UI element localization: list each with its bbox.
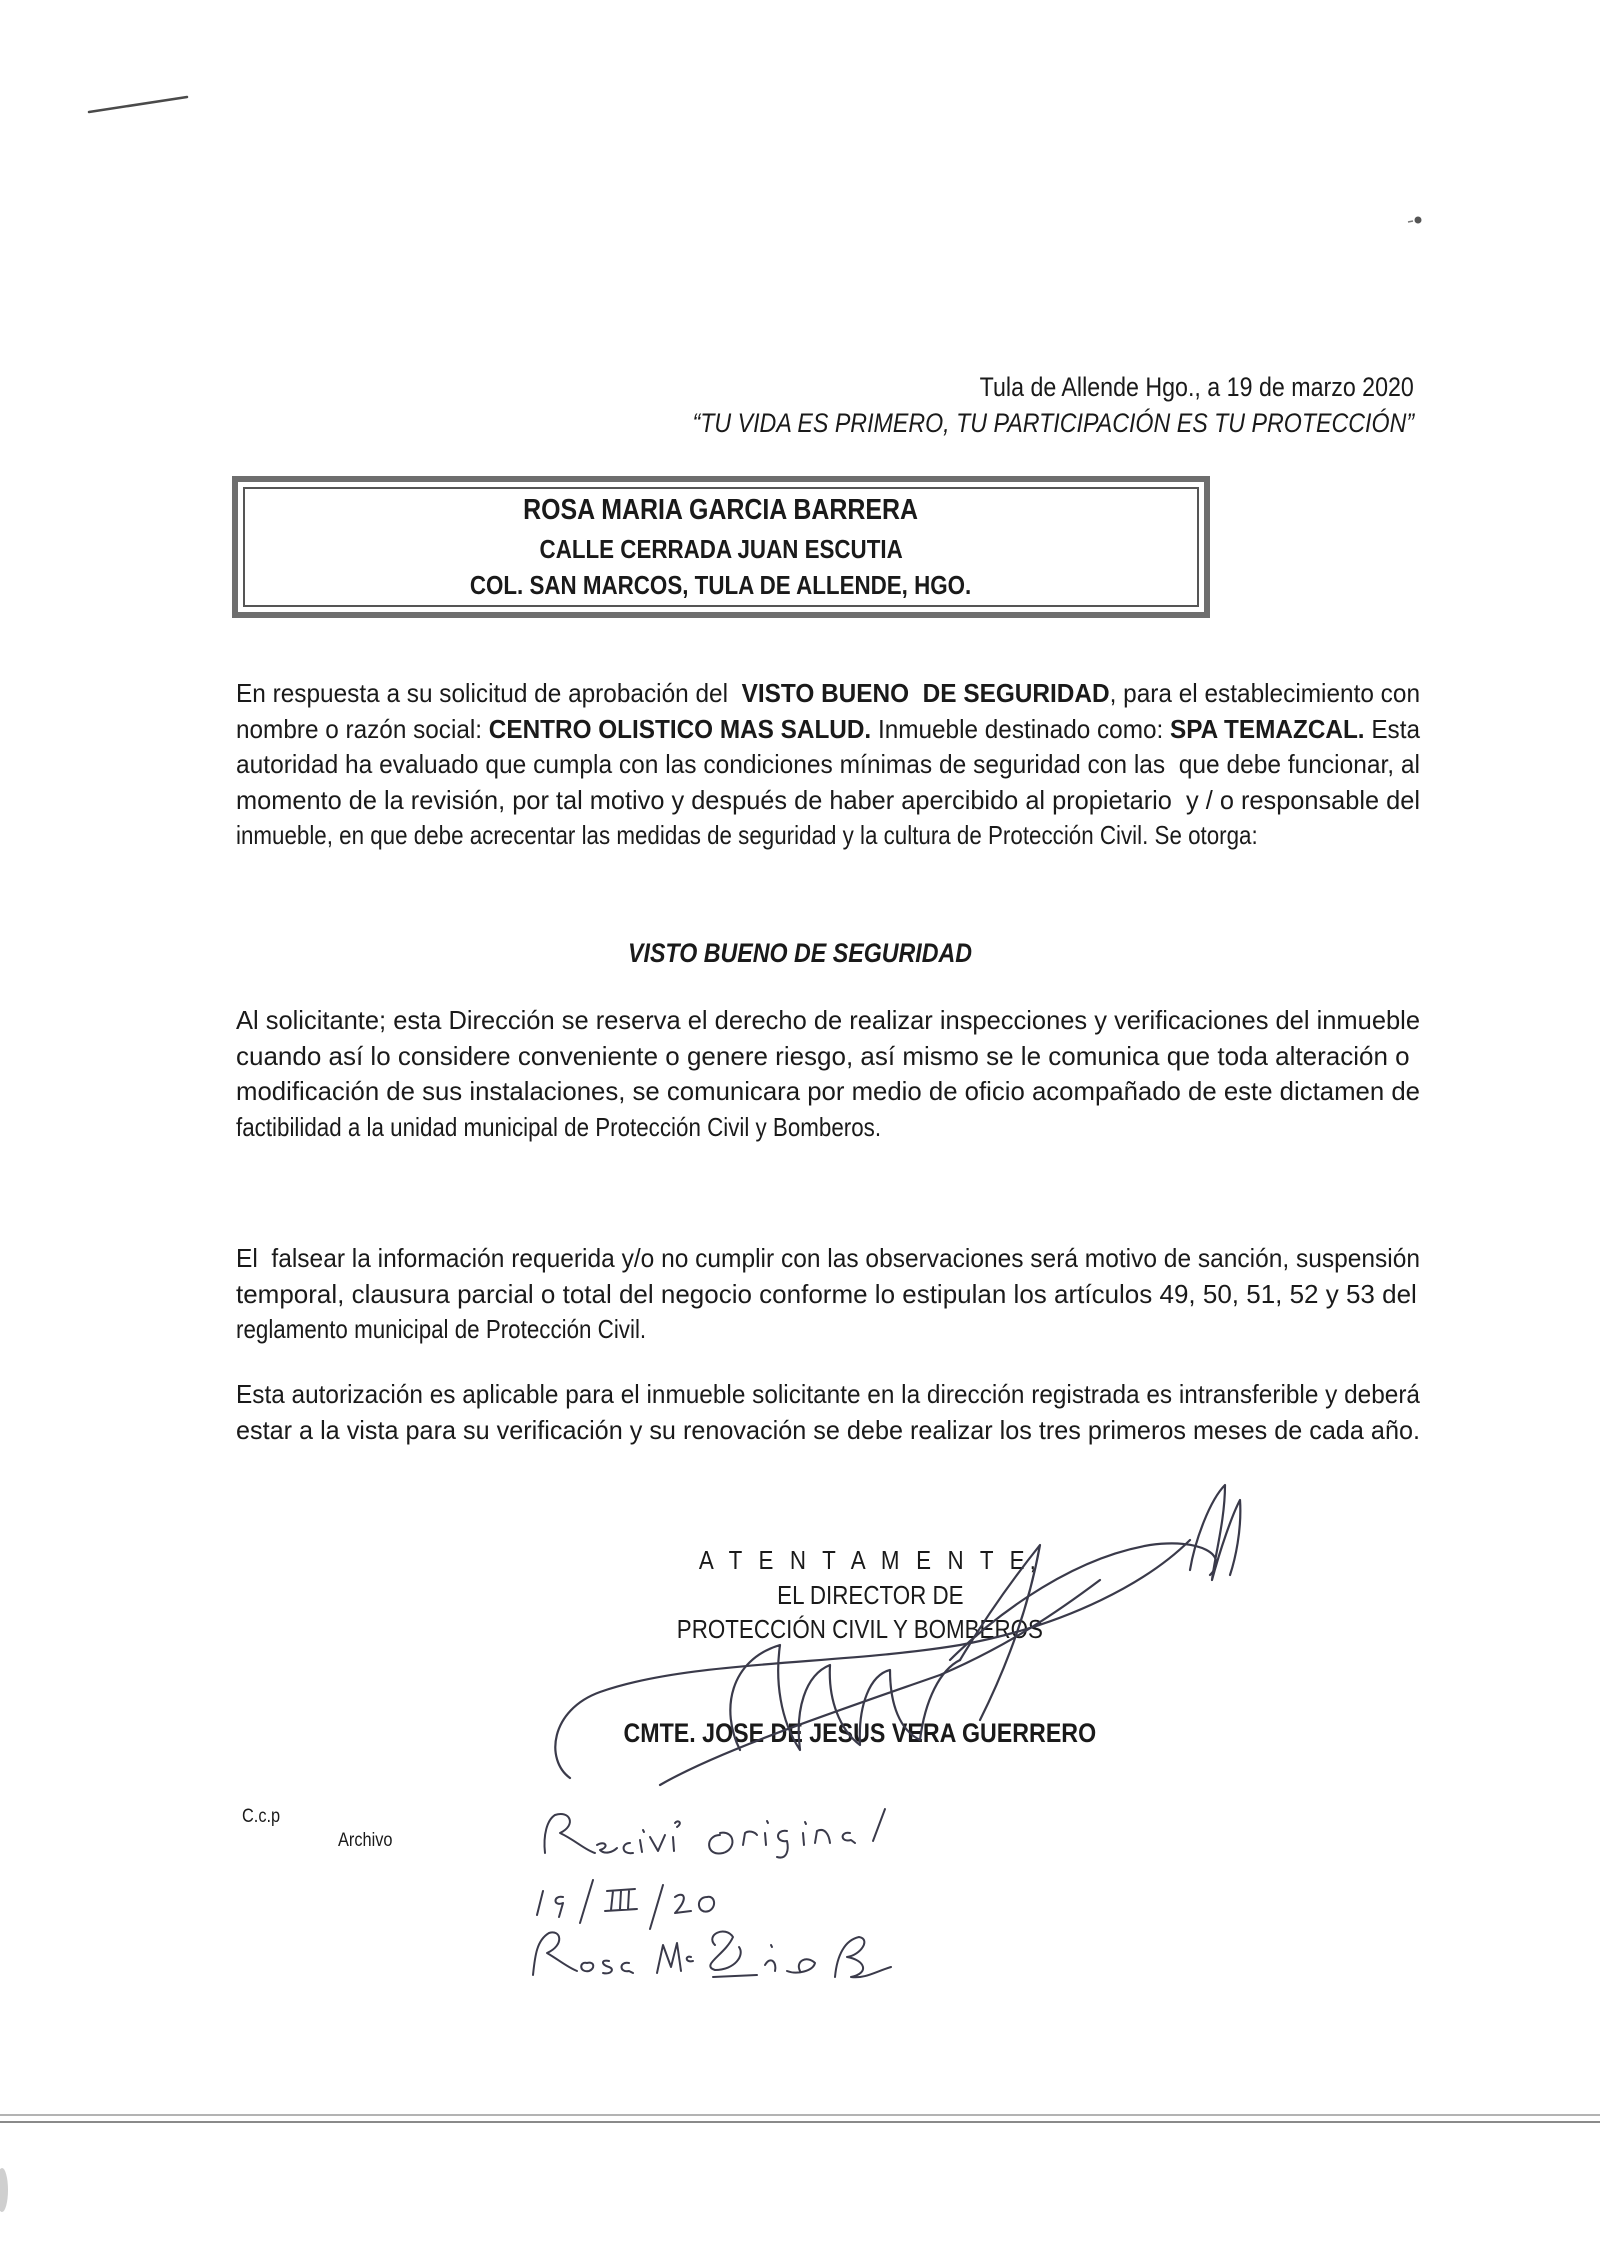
pen-mark bbox=[85, 90, 195, 120]
recipient-colony bbox=[238, 570, 1204, 601]
motto-text: “TU VIDA ES PRIMERO, TU PARTICIPACIÓN ES TU PROTECCIÓN” bbox=[692, 408, 1414, 438]
scan-edge-lines bbox=[0, 2110, 1600, 2130]
recipient-name-text: ROSA MARIA GARCIA BARRERA bbox=[523, 494, 919, 526]
paragraph-line bbox=[236, 818, 1420, 854]
paragraph-line bbox=[236, 1377, 1420, 1413]
paragraph-request bbox=[236, 676, 1420, 854]
body-text: autoridad ha evaluado que cumpla con las condiciones mínimas de seguridad con las que debe funcionar, al bbox=[236, 749, 1420, 780]
paragraph-line-text bbox=[236, 747, 1420, 783]
recipient-box bbox=[232, 476, 1210, 618]
paragraph-line-text: Esta autorización es aplicable para el inmueble solicitante en la dirección registrada es intransferible y deberá bbox=[236, 1379, 1420, 1409]
recipient-street-text: CALLE CERRADA JUAN ESCUTIA bbox=[539, 534, 903, 564]
paragraph-line-text: temporal, clausura parcial o total del negocio conforme lo estipulan los artículos 49, 50, 51, 52 y 53 del bbox=[236, 1278, 1417, 1309]
section-heading-text: VISTO BUENO DE SEGURIDAD bbox=[627, 938, 973, 968]
cc-label bbox=[242, 1806, 286, 1828]
closing-title-2-text: PROTECCIÓN CIVIL Y BOMBEROS bbox=[676, 1614, 1044, 1644]
paragraph-line bbox=[236, 676, 1420, 712]
motto bbox=[575, 408, 1414, 439]
closing-salutation-text: A T E N T A M E N T E, bbox=[698, 1545, 1042, 1575]
emphasized-text: SPA TEMAZCAL. bbox=[1170, 713, 1365, 744]
body-text: nombre o razón social: bbox=[236, 713, 489, 744]
cc-item bbox=[338, 1830, 401, 1852]
paragraph-line bbox=[236, 1413, 1420, 1449]
paragraph-sanctions bbox=[236, 1241, 1420, 1348]
cc-item-text: Archivo bbox=[338, 1830, 393, 1851]
cc-label-text: C.c.p bbox=[242, 1806, 281, 1827]
handwritten-receipt-note bbox=[525, 1805, 995, 1995]
paragraph-line bbox=[236, 747, 1420, 783]
body-text: Esta bbox=[1364, 713, 1420, 744]
emphasized-text: CENTRO OLISTICO MAS SALUD. bbox=[488, 713, 872, 744]
paragraph-line bbox=[236, 1039, 1420, 1075]
paragraph-line bbox=[236, 1312, 1420, 1348]
paragraph-line-text: estar a la vista para su verificación y su renovación se debe realizar los tres primeros meses de cada año. bbox=[236, 1414, 1420, 1445]
body-text: Inmueble destinado como: bbox=[871, 713, 1171, 744]
ink-speck bbox=[1405, 212, 1425, 228]
scan-smudge bbox=[0, 2165, 12, 2215]
paragraph-line-text: modificación de sus instalaciones, se comunicara por medio de oficio acompañado de este dictamen de bbox=[236, 1076, 1420, 1106]
paragraph-line-text: El falsear la información requerida y/o no cumplir con las observaciones será motivo de sanción, suspensión bbox=[236, 1243, 1420, 1273]
paragraph-line-text: cuando así lo considere conveniente o genere riesgo, así mismo se le comunica que toda alteración o bbox=[236, 1040, 1410, 1071]
paragraph-line bbox=[236, 1003, 1420, 1039]
paragraph-line-text bbox=[236, 676, 1420, 712]
paragraph-line bbox=[236, 783, 1420, 819]
signer-name-text: CMTE. JOSE DE JESUS VERA GUERRERO bbox=[623, 1718, 1097, 1748]
paragraph-authorization bbox=[236, 1377, 1420, 1448]
date-line bbox=[909, 372, 1414, 403]
paragraph-line bbox=[236, 1110, 1420, 1146]
paragraph-line-text bbox=[236, 818, 1258, 854]
body-text: , para el establecimiento con bbox=[1109, 678, 1420, 708]
body-text: inmueble, en que debe acrecentar las medidas de seguridad y la cultura de Protección Civil. Se otorga: bbox=[236, 820, 1258, 851]
paragraph-line bbox=[236, 1277, 1420, 1313]
paragraph-line bbox=[236, 712, 1420, 748]
paragraph-line-text: reglamento municipal de Protección Civil. bbox=[236, 1314, 647, 1344]
paragraph-line bbox=[236, 1074, 1420, 1110]
director-signature bbox=[540, 1460, 1260, 1790]
body-text: momento de la revisión, por tal motivo y después de haber apercibido al propietario y / o responsable del bbox=[236, 784, 1420, 815]
closing-title-1-text: EL DIRECTOR DE bbox=[776, 1580, 964, 1610]
paragraph-line-text: factibilidad a la unidad municipal de Protección Civil y Bomberos. bbox=[236, 1111, 882, 1142]
section-heading bbox=[0, 938, 1600, 969]
paragraph-inspection bbox=[236, 1003, 1420, 1145]
paragraph-line-text: Al solicitante; esta Dirección se reserva el derecho de realizar inspecciones y verificaciones del inmueble bbox=[236, 1005, 1420, 1035]
recipient-colony-text: COL. SAN MARCOS, TULA DE ALLENDE, HGO. bbox=[470, 570, 972, 600]
paragraph-line-text bbox=[236, 783, 1420, 819]
date-text: Tula de Allende Hgo., a 19 de marzo 2020 bbox=[979, 372, 1414, 402]
paragraph-line bbox=[236, 1241, 1420, 1277]
recipient-street bbox=[238, 534, 1204, 565]
recipient-name bbox=[238, 494, 1204, 527]
emphasized-text: VISTO BUENO DE SEGURIDAD bbox=[741, 678, 1110, 708]
body-text: En respuesta a su solicitud de aprobación del bbox=[236, 678, 742, 708]
paragraph-line-text bbox=[236, 712, 1420, 748]
